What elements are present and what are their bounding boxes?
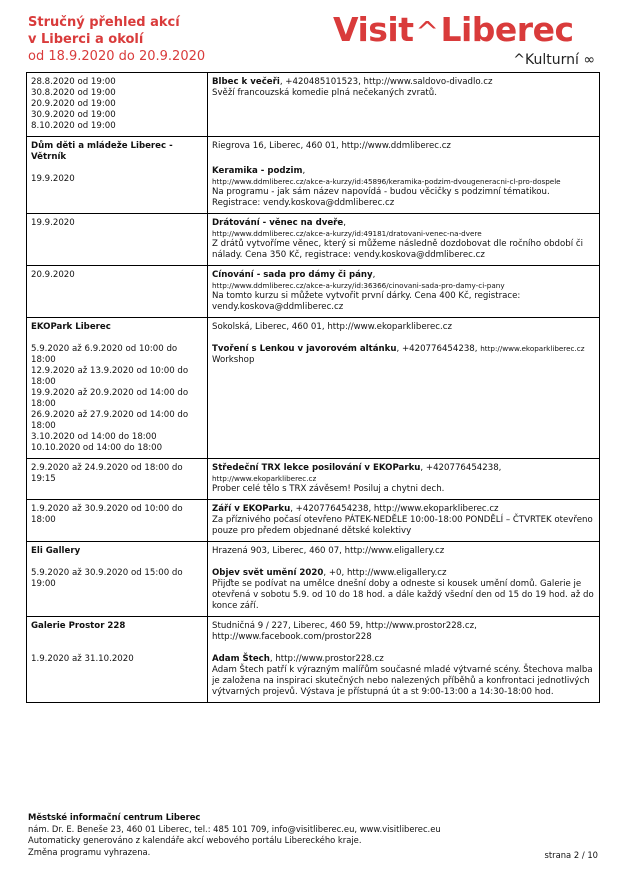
event-date: 1.9.2020 až 30.9.2020 od 10:00 do 18:00 — [31, 504, 183, 525]
event-title: Středeční TRX lekce posilování v EKOParku — [212, 463, 421, 473]
venue-name: Dům děti a mládeže Liberec - Větrník — [31, 141, 173, 162]
event-description: Svěží francouzská komedie plná nečekaných zvratů. — [212, 88, 437, 98]
event-description: Na programu - jak sám název napovídá - budou věcičky s podzimní tématikou. — [212, 187, 550, 197]
footer-note: Automaticky generováno z kalendáře akcí webového portálu Libereckého kraje. — [28, 835, 362, 845]
venue-address: Riegrova 16, Liberec, 460 01, http://www.ddmliberec.cz — [212, 141, 451, 151]
venue-name: Galerie Prostor 228 — [31, 621, 126, 631]
page-number: strana 2 / 10 — [544, 850, 598, 860]
event-link[interactable]: http://www.ddmliberec.cz/akce-a-kurzy/id:49181/dratovani-venec-na-dvere — [212, 229, 482, 238]
footer-address: nám. Dr. E. Beneše 23, 460 01 Liberec, tel.: 485 101 709, info@visitliberec.eu, www.visitliberec.eu — [28, 823, 441, 834]
header-date-range: od 18.9.2020 do 20.9.2020 — [28, 49, 206, 64]
event-separator: , — [372, 270, 376, 280]
event-cell — [208, 214, 600, 266]
logo-subtitle: ^Kulturní ∞ — [513, 52, 595, 68]
venue-cell — [27, 137, 208, 214]
event-info: , http://www.prostor228.cz — [269, 654, 384, 664]
header-title-line1: Stručný přehled akcí — [28, 15, 180, 30]
event-date: 19.9.2020 až 20.9.2020 od 14:00 do 18:00 — [31, 388, 189, 409]
event-date: 12.9.2020 až 13.9.2020 od 10:00 do 18:00 — [31, 366, 189, 387]
event-date: 26.9.2020 až 27.9.2020 od 14:00 do 18:00 — [31, 410, 189, 431]
table-row — [27, 73, 600, 137]
event-cell — [208, 318, 600, 459]
event-cell — [208, 542, 600, 617]
event-title: Objev svět umění 2020 — [212, 568, 324, 578]
event-cell — [208, 459, 600, 500]
event-date: 30.8.2020 od 19:00 — [31, 88, 116, 98]
table-row — [27, 617, 600, 703]
event-cell — [208, 73, 600, 137]
document-footer — [28, 812, 602, 858]
event-link[interactable]: http://www.ddmliberec.cz/akce-a-kurzy/id:45896/keramika-podzim-dvougeneracni-cl-pro-dospele — [212, 177, 561, 186]
date-cell — [27, 459, 208, 500]
event-cell — [208, 137, 600, 214]
event-date: 1.9.2020 až 31.10.2020 — [31, 654, 134, 664]
venue-name: Eli Gallery — [31, 546, 81, 556]
event-description: Adam Štech patří k výrazným malířům současné mladé výtvarné scény. Štechova malba je založena na inspiraci skutečných nebo nalezených příběhů a konfrontaci jednotlivých výtvarných projevů. Výstava je přístupná út a st 9:00-13:00 a 14:30-18:00 hod. — [212, 665, 593, 697]
event-date: 5.9.2020 až 30.9.2020 od 15:00 do 19:00 — [31, 568, 183, 589]
event-date: 20.9.2020 od 19:00 — [31, 99, 116, 109]
venue-name: EKOPark Liberec — [31, 322, 111, 332]
table-row — [27, 459, 600, 500]
event-info: , +420776454238, — [420, 463, 502, 473]
date-cell — [27, 266, 208, 318]
event-separator: , — [343, 218, 346, 228]
event-title: Keramika - podzim — [212, 166, 303, 176]
venue-address: Studničná 9 / 227, Liberec, 460 59, http://www.prostor228.cz, http://www.facebook.com/prostor228 — [212, 621, 477, 642]
event-link[interactable]: http://www.ekoparkliberec.cz — [212, 474, 317, 483]
event-date: 19.9.2020 — [31, 218, 75, 228]
document-header — [28, 14, 205, 65]
event-date: 20.9.2020 — [31, 270, 75, 280]
footer-organization: Městské informační centrum Liberec — [28, 812, 201, 822]
event-title: Tvoření s Lenkou v javorovém altánku — [212, 344, 397, 354]
venue-address: Hrazená 903, Liberec, 460 07, http://www.eligallery.cz — [212, 546, 445, 556]
table-row — [27, 266, 600, 318]
event-description: Za příznivého počasí otevřeno PÁTEK-NEDĚLE 10:00-18:00 PONDĚLÍ – ČTVRTEK otevřeno pouze pro předem objednané dětské kolektivy — [212, 515, 593, 536]
event-link[interactable]: http://www.ddmliberec.cz/akce-a-kurzy/id:36366/cinovani-sada-pro-damy-ci-pany — [212, 281, 505, 290]
logo-liberec: Liberec — [440, 10, 574, 49]
event-date: 19.9.2020 — [31, 174, 75, 184]
venue-cell — [27, 542, 208, 617]
table-row — [27, 500, 600, 542]
event-info: , +0, http://www.eligallery.cz — [323, 568, 447, 578]
date-cell — [27, 214, 208, 266]
table-row — [27, 137, 600, 214]
event-description: Registrace: vendy.koskova@ddmliberec.cz — [212, 198, 395, 208]
event-date: 2.9.2020 až 24.9.2020 od 18:00 do 19:15 — [31, 463, 183, 484]
event-description: Workshop — [212, 355, 255, 365]
event-date: 8.10.2020 od 19:00 — [31, 121, 116, 131]
event-title: Drátování - věnec na dveře — [212, 218, 344, 228]
events-table — [26, 72, 600, 703]
event-description: Na tomto kurzu si můžete vytvořit první dárky. Cena 400 Kč, registrace: vendy.koskova@ddmliberec.cz — [212, 291, 521, 312]
event-separator: , — [302, 166, 306, 176]
event-info: , +420776454238, http://www.ekoparkliberec.cz — [290, 504, 499, 514]
event-title: Adam Štech — [212, 654, 270, 664]
event-title: Září v EKOParku — [212, 504, 291, 514]
event-description: Přijďte se podívat na umělce dnešní doby a odneste si kousek umění domů. Galerie je otevřená v sobotu 5.9. od 10 do 18 hod. a dále každý všední den od 15 do 19 hod. až do konce září. — [212, 579, 594, 611]
visit-liberec-logo — [333, 10, 603, 70]
table-row — [27, 214, 600, 266]
event-description: Z drátů vytvoříme věnec, který si můžeme následně dozdobovat dle ročního období či nálady. Cena 350 Kč, registrace: vendy.koskova@ddmliberec.cz — [212, 239, 583, 260]
event-title: Cínování - sada pro dámy či pány — [212, 270, 373, 280]
table-row — [27, 542, 600, 617]
venue-cell — [27, 318, 208, 459]
header-title-line2: v Liberci a okolí — [28, 32, 144, 47]
event-title: Blbec k večeři — [212, 77, 280, 87]
event-date: 5.9.2020 až 6.9.2020 od 10:00 do 18:00 — [31, 344, 178, 365]
event-link[interactable]: http://www.ekoparkliberec.cz — [480, 344, 585, 353]
event-cell — [208, 266, 600, 318]
event-date: 28.8.2020 od 19:00 — [31, 77, 116, 87]
event-info: , +420485101523, http://www.saldovo-divadlo.cz — [279, 77, 493, 87]
event-date: 10.10.2020 od 14:00 do 18:00 — [31, 443, 163, 453]
event-date: 3.10.2020 od 14:00 do 18:00 — [31, 432, 157, 442]
event-cell — [208, 617, 600, 703]
date-cell — [27, 500, 208, 542]
event-info: , +420776454238, — [396, 344, 481, 354]
venue-address: Sokolská, Liberec, 460 01, http://www.ekoparkliberec.cz — [212, 322, 452, 332]
date-cell — [27, 73, 208, 137]
logo-caret: ^ — [415, 15, 439, 48]
table-row — [27, 318, 600, 459]
logo-visit: Visit — [333, 10, 414, 49]
event-description: Prober celé tělo s TRX závěsem! Posiluj a chytni dech. — [212, 484, 445, 494]
footer-note: Změna programu vyhrazena. — [28, 846, 151, 857]
event-cell — [208, 500, 600, 542]
venue-cell — [27, 617, 208, 703]
event-date: 30.9.2020 od 19:00 — [31, 110, 116, 120]
